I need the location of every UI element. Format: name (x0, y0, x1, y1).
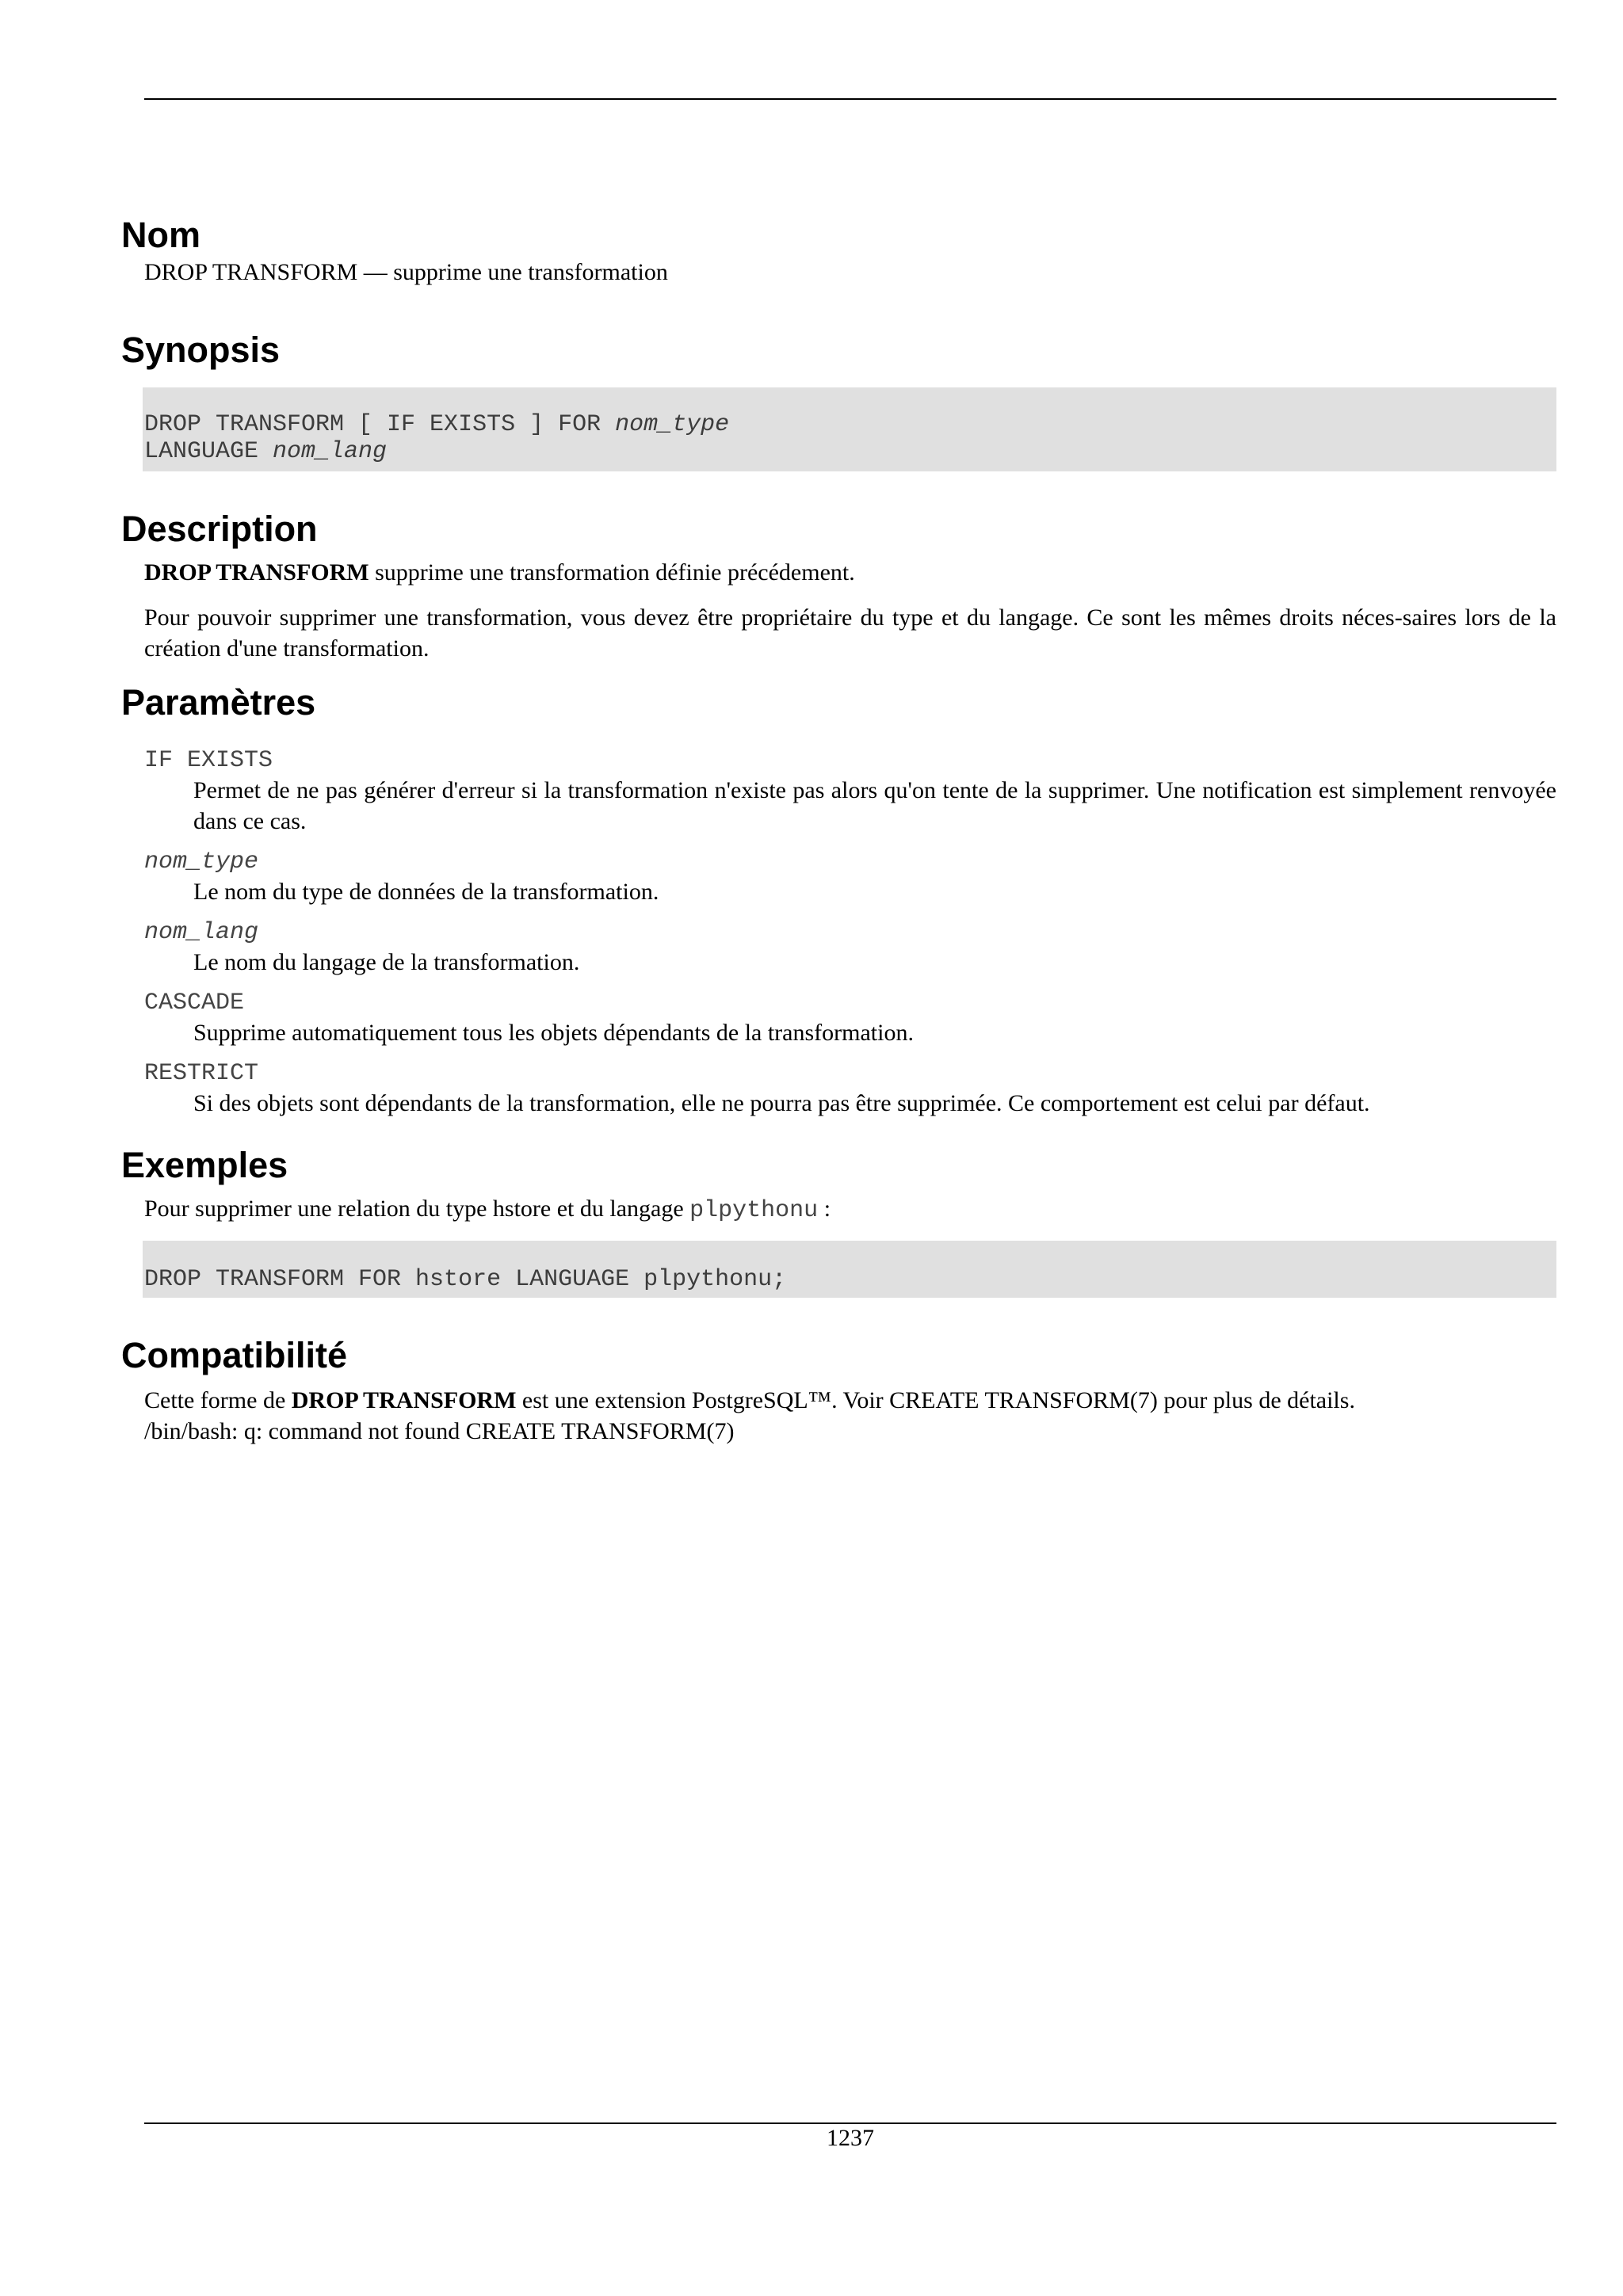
nom-text: DROP TRANSFORM — supprime une transformation (144, 259, 668, 285)
parameter-term: nom_type (144, 849, 259, 875)
header-rule (144, 98, 1556, 100)
synopsis-param-nom-type: nom_type (615, 411, 730, 438)
heading-synopsis: Synopsis (121, 330, 281, 370)
parameter-item (144, 1059, 1556, 1119)
synopsis-code-block (143, 387, 1556, 471)
synopsis-param-nom-lang: nom_lang (273, 438, 388, 465)
description-p1-rest: supprime une transformation définie précédement. (369, 559, 855, 585)
parameter-item (144, 918, 1556, 978)
exemples-code-block: DROP TRANSFORM FOR hstore LANGUAGE plpythonu; (143, 1241, 1556, 1298)
compatibilite-paragraph (144, 1385, 1556, 1416)
document-body (121, 214, 1556, 1447)
exemples-intro-paragraph (144, 1193, 1556, 1226)
parameter-definition: Le nom du langage de la transformation. (193, 949, 580, 975)
description-paragraph-1 (144, 557, 1556, 588)
parameter-definition: Le nom du type de données de la transformation. (193, 879, 659, 905)
section-compatibilite (121, 1334, 1556, 1447)
synopsis-line1-prefix: DROP TRANSFORM [ IF EXISTS ] FOR (144, 411, 616, 438)
page-number: 1237 (827, 2125, 874, 2151)
heading-nom: Nom (121, 215, 200, 255)
heading-description: Description (121, 509, 318, 549)
parameter-list (144, 746, 1556, 1119)
heading-parametres: Paramètres (121, 682, 316, 723)
synopsis-line2-prefix: LANGUAGE (144, 438, 273, 465)
parameter-item (144, 746, 1556, 837)
section-parametres (121, 681, 1556, 1119)
parameter-definition: Si des objets sont dépendants de la transformation, elle ne pourra pas être supprimée. Ce comportement est celui par défaut. (193, 1090, 1370, 1116)
compatibilite-body (144, 1385, 1556, 1447)
parameter-definition: Supprime automatiquement tous les objets dépendants de la transformation. (193, 1020, 914, 1046)
description-paragraph-2: Pour pouvoir supprimer une transformation, vous devez être propriétaire du type et du langage. Ce sont les mêmes droits néces-saires lors de la création d'une transformation. (144, 605, 1556, 662)
exemples-intro (144, 1193, 1556, 1226)
description-body (144, 557, 1556, 664)
parameter-item (144, 848, 1556, 907)
section-nom (121, 214, 1556, 288)
heading-exemples: Exemples (121, 1145, 288, 1185)
exemples-intro-end: : (818, 1196, 831, 1222)
compatibilite-prefix: Cette forme de (144, 1387, 292, 1413)
section-exemples (121, 1144, 1556, 1298)
exemples-inline-code: plpythonu (689, 1197, 819, 1224)
parameter-item (144, 989, 1556, 1048)
parameter-term: IF EXISTS (144, 747, 273, 774)
section-synopsis (121, 329, 1556, 471)
description-command-name: DROP TRANSFORM (144, 559, 369, 585)
parameter-term: nom_lang (144, 919, 259, 946)
compatibilite-suffix: est une extension PostgreSQL™. Voir CREATE TRANSFORM(7) pour plus de détails. (516, 1387, 1355, 1413)
parameter-term: RESTRICT (144, 1060, 259, 1087)
parameter-term: CASCADE (144, 990, 245, 1016)
section-description (121, 508, 1556, 664)
heading-compatibilite: Compatibilité (121, 1335, 348, 1375)
compatibilite-line-2: /bin/bash: q: command not found CREATE TRANSFORM(7) (144, 1418, 735, 1444)
parameter-definition: Permet de ne pas générer d'erreur si la transformation n'existe pas alors qu'on tente de la supprimer. Une notification est simplement renvoyée dans ce cas. (193, 777, 1556, 834)
exemples-intro-text: Pour supprimer une relation du type hstore et du langage (144, 1196, 690, 1222)
compatibilite-command-name: DROP TRANSFORM (291, 1387, 517, 1413)
